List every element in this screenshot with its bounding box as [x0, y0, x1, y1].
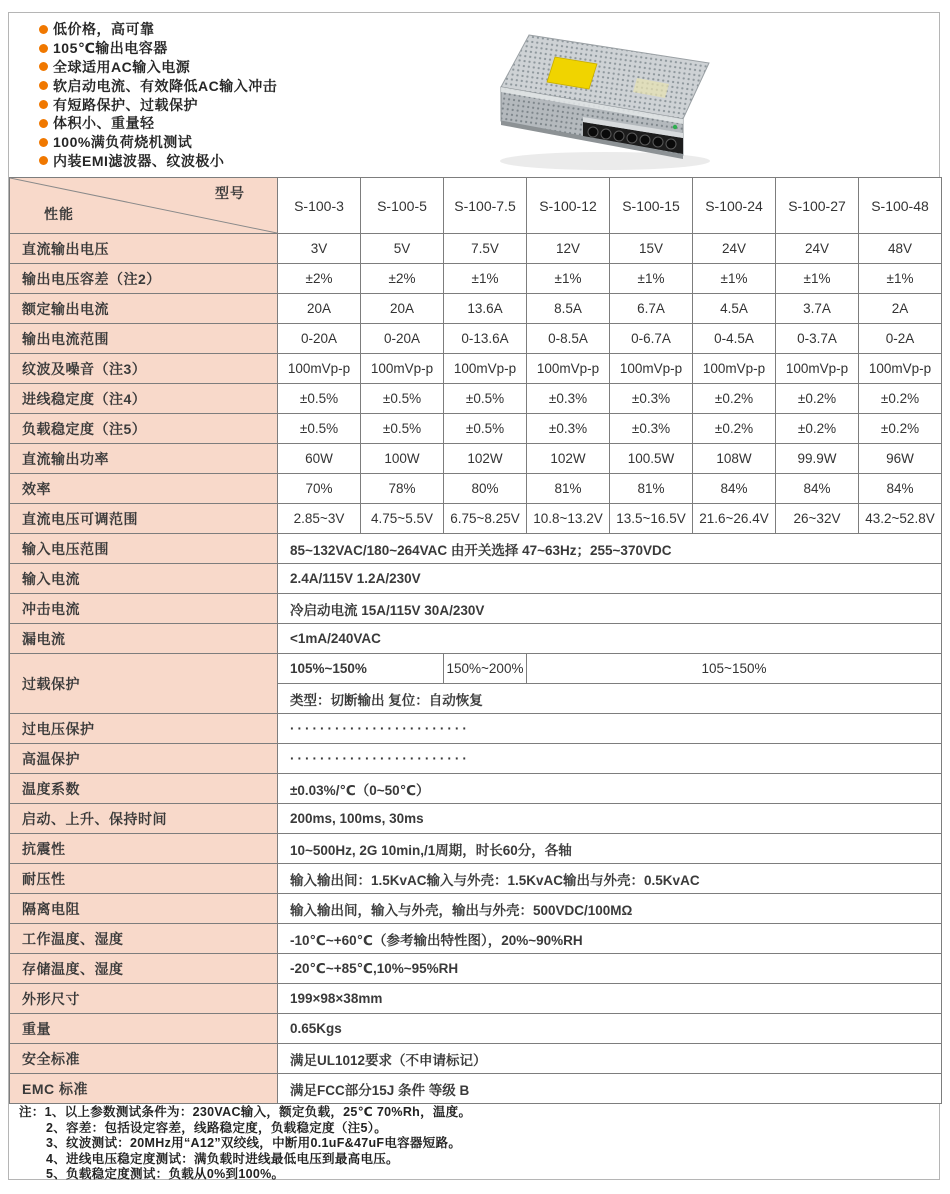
spec-row: [10, 774, 942, 804]
spec-row: [10, 864, 942, 894]
spec-value: 48V: [859, 234, 942, 264]
overload-type: 类型：切断输出 复位：自动恢复: [278, 684, 942, 714]
spec-row: [10, 1074, 942, 1104]
spec-value: ±1%: [859, 264, 942, 294]
spec-row: [10, 834, 942, 864]
spec-value: 24V: [776, 234, 859, 264]
spec-value: 100mVp-p: [444, 354, 527, 384]
spec-value-wide: 85~132VAC/180~264VAC 由开关选择 47~63Hz；255~370VDC: [278, 534, 942, 564]
spec-value: 0-4.5A: [693, 324, 776, 354]
power-supply-product-image: [487, 23, 727, 175]
feature-list: [39, 20, 469, 170]
spec-value: ±0.3%: [610, 414, 693, 444]
spec-value-wide: 输入输出间：1.5KvAC输入与外壳：1.5KvAC输出与外壳：0.5KvAC: [278, 864, 942, 894]
spec-row: [10, 474, 942, 504]
spec-value: 70%: [278, 474, 361, 504]
bullet-icon: [39, 138, 48, 147]
spec-value: ±0.5%: [278, 414, 361, 444]
spec-value-wide: 2.4A/115V 1.2A/230V: [278, 564, 942, 594]
spec-value: 100mVp-p: [610, 354, 693, 384]
column-header-model: S-100-3: [278, 178, 361, 234]
row-label: 耐压性: [10, 864, 278, 894]
bullet-icon: [39, 100, 48, 109]
spec-value: ±0.2%: [693, 414, 776, 444]
spec-value: ±0.5%: [361, 384, 444, 414]
overload-row-ranges: [10, 654, 942, 684]
spec-value: 6.75~8.25V: [444, 504, 527, 534]
spec-value: 100mVp-p: [527, 354, 610, 384]
spec-value: 108W: [693, 444, 776, 474]
spec-row: [10, 294, 942, 324]
spec-row: [10, 384, 942, 414]
feature-item: [39, 152, 469, 171]
feature-text: 100%满负荷烧机测试: [53, 134, 193, 151]
spec-row: [10, 234, 942, 264]
spec-value: ±2%: [361, 264, 444, 294]
spec-value: 100mVp-p: [361, 354, 444, 384]
corner-header-cell: [10, 178, 278, 234]
spec-value-wide: -20℃~+85℃,10%~95%RH: [278, 954, 942, 984]
spec-value: 43.2~52.8V: [859, 504, 942, 534]
spec-value: ±0.5%: [278, 384, 361, 414]
spec-value-wide: 10~500Hz, 2G 10min,/1周期，时长60分，各轴: [278, 834, 942, 864]
spec-value: 60W: [278, 444, 361, 474]
spec-value-wide: ························: [278, 744, 942, 774]
spec-row: [10, 714, 942, 744]
spec-row: [10, 564, 942, 594]
spec-value: 26~32V: [776, 504, 859, 534]
row-label: 隔离电阻: [10, 894, 278, 924]
spec-value-wide: -10℃~+60℃（参考输出特性图），20%~90%RH: [278, 924, 942, 954]
spec-value: 13.6A: [444, 294, 527, 324]
spec-value: ±1%: [610, 264, 693, 294]
spec-value: 0-8.5A: [527, 324, 610, 354]
spec-value: 4.5A: [693, 294, 776, 324]
row-label: 冲击电流: [10, 594, 278, 624]
note-prefix: 注：: [19, 1105, 45, 1119]
spec-value: 8.5A: [527, 294, 610, 324]
feature-item: [39, 133, 469, 152]
spec-value-wide: ±0.03%/℃（0~50℃）: [278, 774, 942, 804]
row-label: 直流输出电压: [10, 234, 278, 264]
feature-text: 全球适用AC输入电源: [53, 59, 191, 75]
corner-label-model: 型号: [215, 185, 245, 201]
row-label: 温度系数: [10, 774, 278, 804]
row-label: 输出电压容差（注2）: [10, 264, 278, 294]
note-line: [46, 1152, 931, 1168]
row-label: 输入电流: [10, 564, 278, 594]
spec-value: 5V: [361, 234, 444, 264]
spec-value: 0-20A: [278, 324, 361, 354]
corner-label-performance: 性能: [44, 206, 74, 222]
spec-table: [9, 177, 942, 1104]
spec-value: 78%: [361, 474, 444, 504]
note-text: 1、以上参数测试条件为：230VAC输入，额定负载，25℃ 70%Rh，温度。: [44, 1105, 472, 1119]
spec-value: 100mVp-p: [776, 354, 859, 384]
spec-row: [10, 594, 942, 624]
spec-value: 100.5W: [610, 444, 693, 474]
row-label: 存储温度、湿度: [10, 954, 278, 984]
spec-value: 24V: [693, 234, 776, 264]
spec-value: 7.5V: [444, 234, 527, 264]
spec-row: [10, 1044, 942, 1074]
bullet-icon: [39, 156, 48, 165]
spec-value: 99.9W: [776, 444, 859, 474]
spec-row: [10, 504, 942, 534]
note-line: [46, 1136, 931, 1152]
row-label: 直流电压可调范围: [10, 504, 278, 534]
spec-value: 3.7A: [776, 294, 859, 324]
spec-value: 80%: [444, 474, 527, 504]
row-label: 工作温度、湿度: [10, 924, 278, 954]
bullet-icon: [39, 44, 48, 53]
column-header-model: S-100-27: [776, 178, 859, 234]
feature-text: 内装EMI滤波器、纹波极小: [53, 152, 225, 169]
spec-value: 10.8~13.2V: [527, 504, 610, 534]
spec-row: [10, 744, 942, 774]
spec-value-wide: 满足FCC部分15J 条件 等级 B: [278, 1074, 942, 1104]
spec-row: [10, 534, 942, 564]
column-header-model: S-100-5: [361, 178, 444, 234]
spec-row: [10, 1014, 942, 1044]
bullet-icon: [39, 62, 48, 71]
feature-text: 软启动电流、有效降低AC输入冲击: [53, 77, 278, 94]
column-header-model: S-100-7.5: [444, 178, 527, 234]
spec-row: [10, 624, 942, 654]
feature-item: [39, 39, 469, 58]
spec-value: ±0.5%: [361, 414, 444, 444]
spec-value: 4.75~5.5V: [361, 504, 444, 534]
spec-value-wide: 满足UL1012要求（不申请标记）: [278, 1044, 942, 1074]
row-label: 纹波及噪音（注3）: [10, 354, 278, 384]
note-line: [19, 1105, 931, 1121]
spec-row: [10, 264, 942, 294]
note-text: 5、负载稳定度测试：负载从0%到100%。: [46, 1167, 285, 1182]
feature-text: 低价格，高可靠: [53, 21, 155, 38]
feature-text: 体积小、重量轻: [53, 115, 155, 132]
spec-value: ±1%: [693, 264, 776, 294]
note-line: [46, 1167, 931, 1183]
bullet-icon: [39, 81, 48, 90]
bullet-icon: [39, 119, 48, 128]
spec-value: 102W: [527, 444, 610, 474]
spec-value: ±0.2%: [859, 384, 942, 414]
overload-range: 150%~200%: [444, 654, 527, 684]
spec-value-wide: <1mA/240VAC: [278, 624, 942, 654]
spec-value: ±0.2%: [776, 414, 859, 444]
feature-text: 105℃输出电容器: [53, 40, 168, 57]
spec-value: 0-13.6A: [444, 324, 527, 354]
column-header-model: S-100-48: [859, 178, 942, 234]
feature-item: [39, 76, 469, 95]
row-label: 额定输出电流: [10, 294, 278, 324]
column-header-model: S-100-12: [527, 178, 610, 234]
spec-value: 3V: [278, 234, 361, 264]
spec-value: ±0.5%: [444, 384, 527, 414]
spec-value: 21.6~26.4V: [693, 504, 776, 534]
spec-value: ±1%: [527, 264, 610, 294]
row-label: 输出电流范围: [10, 324, 278, 354]
spec-value-wide: 输入输出间，输入与外壳，输出与外壳：500VDC/100MΩ: [278, 894, 942, 924]
spec-value: 6.7A: [610, 294, 693, 324]
spec-value-wide: 0.65Kgs: [278, 1014, 942, 1044]
note-text: 4、进线电压稳定度测试：满负载时进线最低电压到最高电压。: [46, 1151, 399, 1166]
row-label: 过电压保护: [10, 714, 278, 744]
spec-value: 84%: [859, 474, 942, 504]
spec-value: 96W: [859, 444, 942, 474]
overload-range: 105%~150%: [278, 654, 444, 684]
spec-value: 81%: [610, 474, 693, 504]
spec-value: ±1%: [444, 264, 527, 294]
spec-value: 12V: [527, 234, 610, 264]
row-label: 外形尺寸: [10, 984, 278, 1014]
row-label: 直流输出功率: [10, 444, 278, 474]
row-label: 抗震性: [10, 834, 278, 864]
spec-row: [10, 804, 942, 834]
page-frame: [8, 12, 940, 1180]
spec-row: [10, 354, 942, 384]
spec-value-wide: 冷启动电流 15A/115V 30A/230V: [278, 594, 942, 624]
spec-value: 81%: [527, 474, 610, 504]
column-header-model: S-100-15: [610, 178, 693, 234]
row-label: 负载稳定度（注5）: [10, 414, 278, 444]
row-label: 效率: [10, 474, 278, 504]
row-label: 高温保护: [10, 744, 278, 774]
spec-value: ±0.5%: [444, 414, 527, 444]
spec-value: ±0.3%: [527, 384, 610, 414]
row-label: 重量: [10, 1014, 278, 1044]
spec-value: 13.5~16.5V: [610, 504, 693, 534]
feature-item: [39, 20, 469, 39]
spec-value: 2.85~3V: [278, 504, 361, 534]
spec-value: ±0.2%: [693, 384, 776, 414]
feature-item: [39, 95, 469, 114]
spec-value: ±0.2%: [776, 384, 859, 414]
feature-text: 有短路保护、过载保护: [53, 96, 198, 113]
spec-value-wide: 199×98×38mm: [278, 984, 942, 1014]
bullet-icon: [39, 25, 48, 34]
spec-value: 100W: [361, 444, 444, 474]
spec-value: ±0.3%: [610, 384, 693, 414]
spec-value: 100mVp-p: [278, 354, 361, 384]
row-label: 进线稳定度（注4）: [10, 384, 278, 414]
row-label: EMC 标准: [10, 1074, 278, 1104]
overload-range: 105~150%: [527, 654, 942, 684]
spec-value: ±2%: [278, 264, 361, 294]
spec-value: 84%: [693, 474, 776, 504]
row-label: 安全标准: [10, 1044, 278, 1074]
spec-value-wide: 200ms, 100ms, 30ms: [278, 804, 942, 834]
column-header-model: S-100-24: [693, 178, 776, 234]
row-label: 输入电压范围: [10, 534, 278, 564]
spec-value: 102W: [444, 444, 527, 474]
feature-item: [39, 58, 469, 77]
spec-value: 84%: [776, 474, 859, 504]
spec-value-wide: ························: [278, 714, 942, 744]
note-text: 3、纹波测试：20MHz用“A12”双绞线，中断用0.1uF&47uF电容器短路。: [46, 1136, 462, 1151]
row-label: 启动、上升、保持时间: [10, 804, 278, 834]
spec-value: ±0.3%: [527, 414, 610, 444]
spec-row: [10, 924, 942, 954]
spec-value: 2A: [859, 294, 942, 324]
spec-row: [10, 894, 942, 924]
table-header-row: [10, 178, 942, 234]
spec-value: 20A: [278, 294, 361, 324]
spec-value: 100mVp-p: [859, 354, 942, 384]
row-label: 过载保护: [10, 654, 278, 714]
spec-row: [10, 444, 942, 474]
spec-value: 0-3.7A: [776, 324, 859, 354]
row-label: 漏电流: [10, 624, 278, 654]
spec-value: ±1%: [776, 264, 859, 294]
footnotes: [19, 1105, 931, 1183]
note-text: 2、容差：包括设定容差，线路稳定度，负载稳定度（注5）。: [46, 1120, 388, 1135]
spec-row: [10, 414, 942, 444]
spec-value: 0-2A: [859, 324, 942, 354]
feature-item: [39, 114, 469, 133]
spec-row: [10, 324, 942, 354]
spec-value: 20A: [361, 294, 444, 324]
spec-value: ±0.2%: [859, 414, 942, 444]
spec-value: 0-6.7A: [610, 324, 693, 354]
spec-row: [10, 954, 942, 984]
power-supply-illustration: [487, 23, 727, 175]
spec-value: 15V: [610, 234, 693, 264]
spec-row: [10, 984, 942, 1014]
spec-value: 100mVp-p: [693, 354, 776, 384]
note-line: [46, 1121, 931, 1137]
spec-value: 0-20A: [361, 324, 444, 354]
